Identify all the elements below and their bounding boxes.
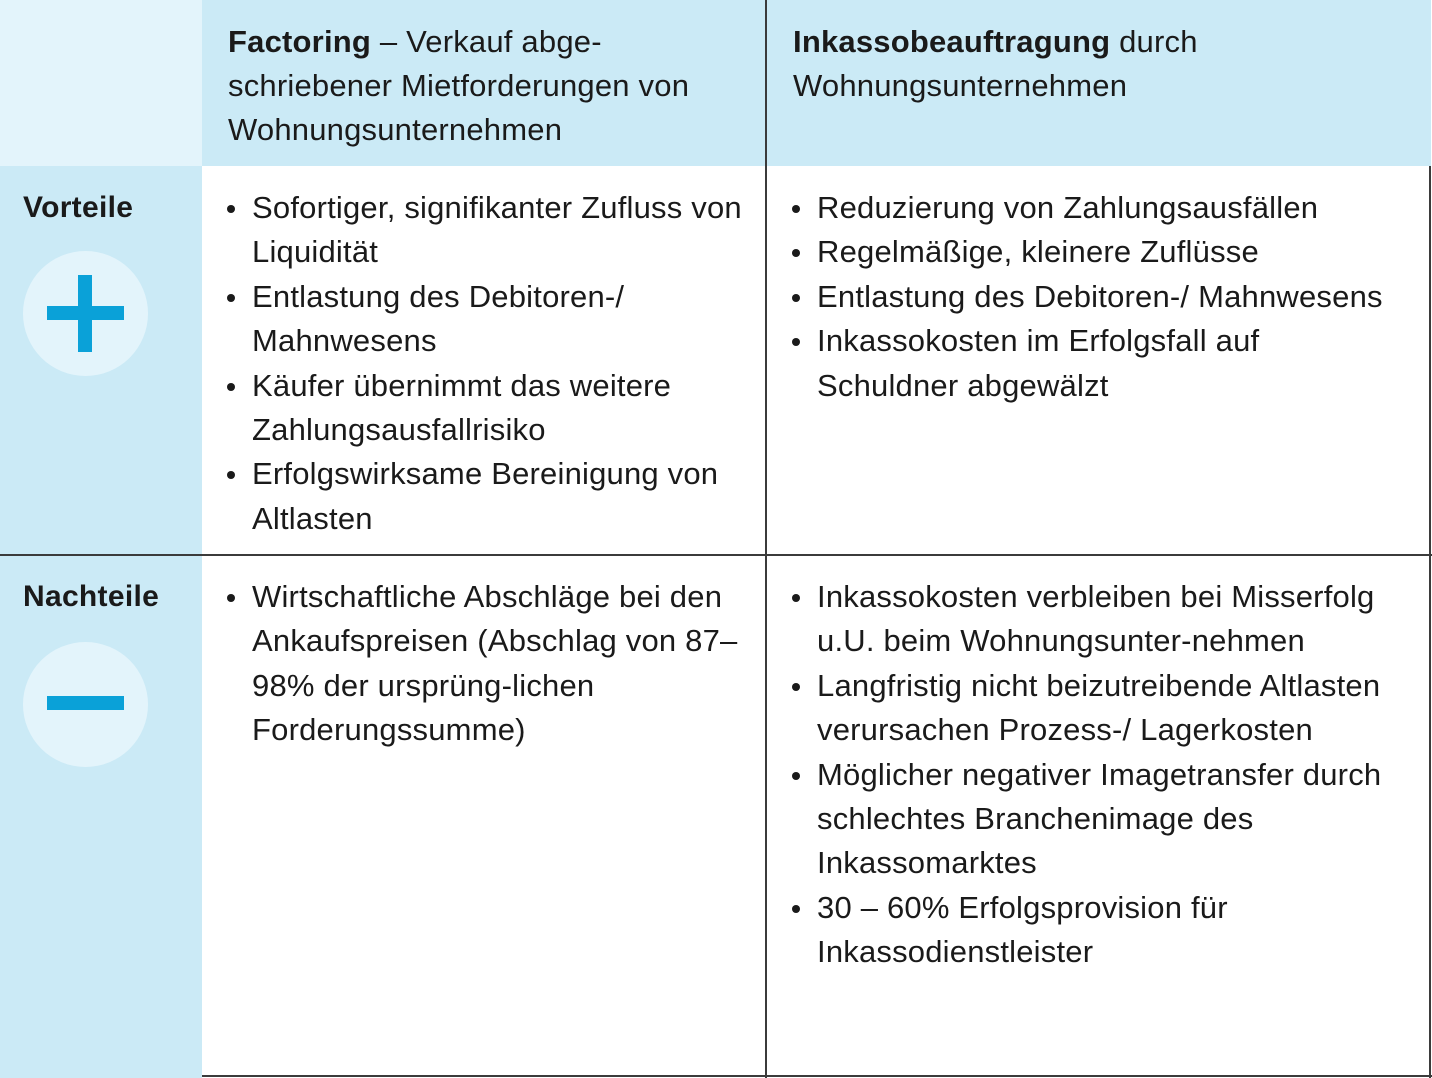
row-label-nachteile [0, 555, 202, 1078]
header-factoring [202, 0, 765, 166]
list-item: Entlastung des Debitoren-/ Mahnwesens [787, 275, 1409, 319]
header-inkasso [765, 0, 1431, 166]
row-divider [0, 554, 1432, 556]
cell-nachteile-inkasso [765, 555, 1431, 1078]
cell-vorteile-inkasso [765, 166, 1431, 555]
header-inkasso-strong: Inkassobeauftragung [793, 24, 1111, 59]
list-vorteile-inkasso [787, 186, 1409, 408]
row-label-nachteile-text: Nachteile [23, 580, 160, 613]
list-item: Langfristig nicht beizutreibende Altlasten verursachen Prozess-/ Lagerkosten [787, 664, 1409, 753]
list-item: Reduzierung von Zahlungsausfällen [787, 186, 1409, 230]
list-item: Käufer übernimmt das weitere Zahlungsausfallrisiko [222, 364, 745, 453]
list-nachteile-factoring [222, 575, 745, 753]
table-bottom-border [202, 1075, 1432, 1077]
row-label-vorteile [0, 166, 202, 555]
header-inkasso-rest: durch Wohnungsunternehmen [793, 24, 1198, 103]
list-item: 30 – 60% Erfolgsprovision für Inkassodienstleister [787, 886, 1409, 975]
plus-icon-vertical [78, 275, 92, 352]
list-item: Sofortiger, signifikanter Zufluss von Liquidität [222, 186, 745, 275]
header-factoring-text [228, 20, 745, 152]
cell-vorteile-factoring [202, 166, 765, 555]
row-label-vorteile-text: Vorteile [23, 191, 134, 224]
header-factoring-rest: – Verkauf abge-schriebener Mietforderungen von Wohnungsunternehmen [228, 24, 690, 147]
list-item: Regelmäßige, kleinere Zuflüsse [787, 230, 1409, 274]
list-nachteile-inkasso [787, 575, 1409, 975]
list-item: Wirtschaftliche Abschläge bei den Ankaufspreisen (Abschlag von 87–98% der ursprüng-lichen Forderungssumme) [222, 575, 745, 753]
list-item: Erfolgswirksame Bereinigung von Altlasten [222, 452, 745, 541]
cell-nachteile-factoring [202, 555, 765, 1078]
list-item: Entlastung des Debitoren-/ Mahnwesens [222, 275, 745, 364]
minus-icon [23, 642, 148, 767]
header-factoring-strong: Factoring [228, 24, 372, 59]
list-vorteile-factoring [222, 186, 745, 541]
table-corner-cell [0, 0, 202, 166]
minus-icon-bar [47, 696, 124, 710]
header-inkasso-text [793, 20, 1411, 108]
list-item: Möglicher negativer Imagetransfer durch schlechtes Branchenimage des Inkassomarktes [787, 753, 1409, 886]
list-item: Inkassokosten verbleiben bei Misserfolg u.U. beim Wohnungsunter-nehmen [787, 575, 1409, 664]
list-item: Inkassokosten im Erfolgsfall auf Schuldner abgewälzt [787, 319, 1409, 408]
plus-icon [23, 251, 148, 376]
